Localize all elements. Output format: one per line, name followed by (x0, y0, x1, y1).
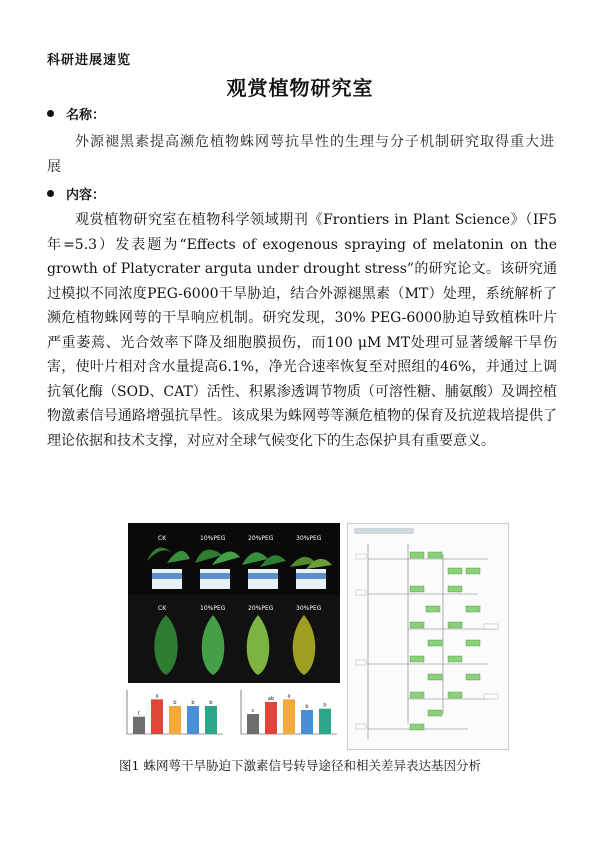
section-kicker: 科研进展速览 (47, 53, 132, 68)
plant-label: 10%PEG (200, 535, 226, 542)
figure-caption: 图1 蛛网萼干旱胁迫下激素信号转导途径和相关差异表达基因分析 (119, 758, 481, 773)
leaf-label: 20%PEG (248, 605, 274, 612)
content-label: 内容： (66, 188, 106, 203)
page-title: 观赏植物研究室 (226, 76, 374, 100)
plants-and-leaves-image (128, 523, 340, 683)
chart-a-significance-letter: b (173, 700, 177, 706)
detached-leaves (154, 615, 315, 675)
chart-b-bar (319, 709, 331, 734)
content-heading (47, 184, 105, 203)
chart-b-bar (265, 702, 277, 734)
name-label: 名称： (66, 108, 106, 123)
plant-label: 30%PEG (296, 535, 322, 542)
chart-a-significance-letter: a (155, 693, 159, 700)
bullet-icon (47, 190, 54, 197)
chart-a-bar (205, 706, 217, 734)
chart-a-bar (169, 706, 181, 734)
chart-b-significance-letter: b (305, 704, 309, 710)
chart-a-significance-letter: c (137, 710, 141, 717)
chart-a-significance-letter: b (191, 700, 195, 706)
bar-charts (113, 680, 345, 745)
plant-label: 20%PEG (248, 535, 274, 542)
chart-a-bar (187, 706, 199, 734)
leaf-label: 30%PEG (296, 605, 322, 612)
chart-b-bar (283, 699, 295, 734)
plant-label: CK (158, 535, 167, 542)
chart-b-significance-letter: a (287, 693, 291, 700)
chart-a-bar (133, 717, 145, 734)
chart-a-significance-letter: b (209, 700, 213, 706)
content-paragraph: 观赏植物研究室在植物科学领域期刊《Frontiers in Plant Science》（IF5年=5.3）发表题为“Effects of exogenous spraying of melatonin on the growth of Platycrater arguta under drought stress”的研究论文。该研究通过模拟不同浓度PEG-6000干旱胁迫，结合外源褪黑素（MT）处理，系统解析了濒危植物蛛网萼的干旱响应机制。研究发现，30% PEG-6000胁迫导致植株叶片严重萎蔫、光合效率下降及细胞膜损伤，而100 μM MT处理可显著缓解干旱伤害，使叶片相对含水量提高6.1%，净光合速率恢复至对照组的46%，并通过上调抗氧化酶（SOD、CAT）活性、积累渗透调节物质（可溶性糖、脯氨酸）及调控植物激素信号通路增强抗旱性。该成果为蛛网萼等濒危植物的保育及抗逆栽培提供了理论依据和技术支撑，对应对全球气候变化下的生态保护具有重要意义。 (47, 212, 557, 449)
chart-b-bar (247, 714, 259, 734)
leaf-label: 10%PEG (200, 605, 226, 612)
chart-b-significance-letter: c (251, 708, 255, 714)
chart-b-significance-letter: b (323, 702, 327, 709)
bar-charts-svg (113, 680, 345, 745)
subject-text: 外源褪黑素提高濒危植物蛛网萼抗旱性的生理与分子机制研究取得重大进展 (47, 134, 555, 175)
chart-a-bar (151, 699, 163, 734)
plant-photos (128, 523, 340, 683)
signaling-pathway-image (348, 524, 508, 749)
chart-b-significance-letter: ab (267, 696, 275, 702)
leaf-label: CK (158, 605, 167, 612)
name-heading (47, 104, 105, 123)
bullet-icon (47, 110, 54, 117)
pathway-diagram (347, 523, 509, 750)
chart-b-bar (301, 710, 313, 734)
